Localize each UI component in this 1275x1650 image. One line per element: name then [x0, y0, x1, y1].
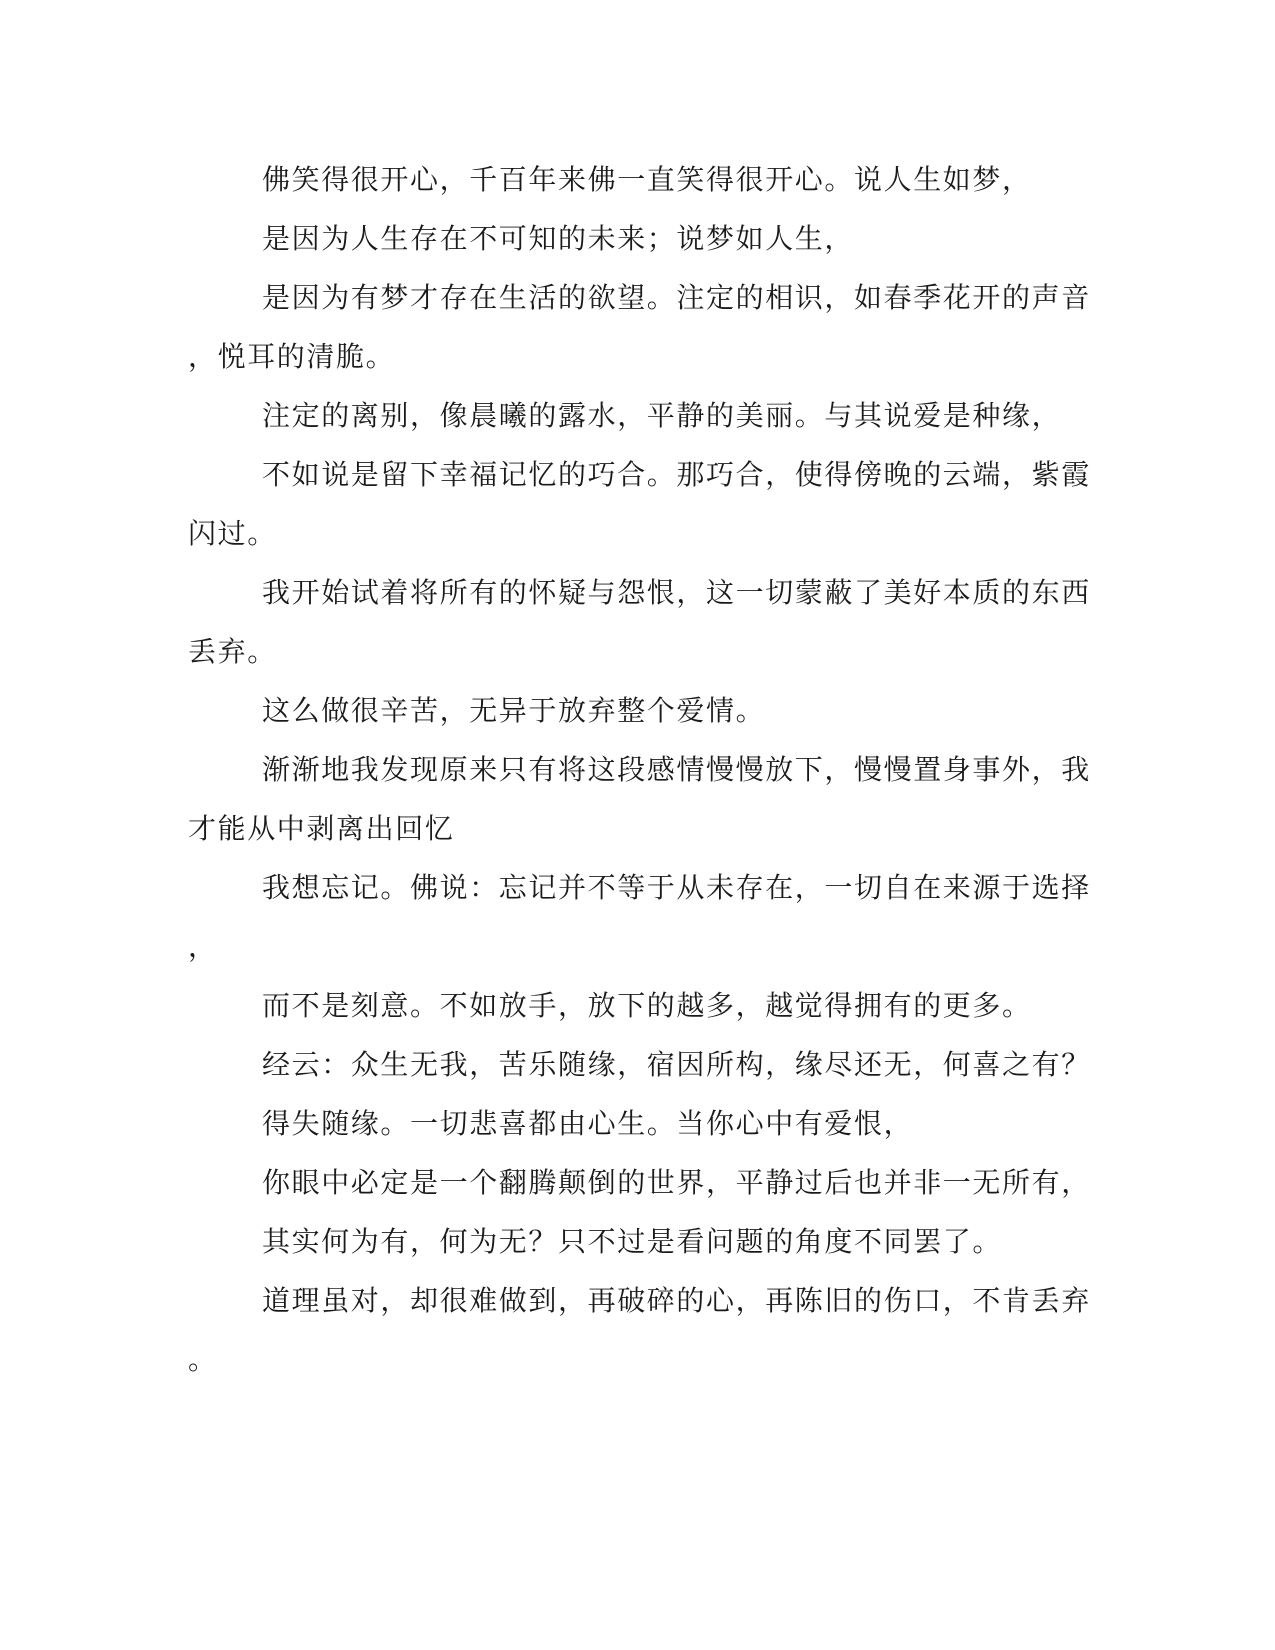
text-line: 渐渐地我发现原来只有将这段感情慢慢放下，慢慢置身事外，我 [262, 753, 1091, 786]
text-line: 其实何为有，何为无？只不过是看问题的角度不同罢了。 [262, 1225, 1003, 1258]
text-line: ， [188, 930, 218, 963]
text-line: 。 [188, 1343, 218, 1376]
text-line: 注定的离别，像晨曦的露水，平静的美丽。与其说爱是种缘， [262, 399, 1062, 432]
text-line: 得失随缘。一切悲喜都由心生。当你心中有爱恨， [262, 1107, 914, 1140]
text-line: 道理虽对，却很难做到，再破碎的心，再陈旧的伤口，不肯丢弃 [262, 1284, 1091, 1317]
text-line: 经云：众生无我，苦乐随缘，宿因所构，缘尽还无，何喜之有？ [262, 1048, 1091, 1081]
text-line: ，悦耳的清脆。 [188, 340, 396, 373]
text-line: 我想忘记。佛说：忘记并不等于从未存在，一切自在来源于选择 [262, 871, 1091, 904]
text-line: 而不是刻意。不如放手，放下的越多，越觉得拥有的更多。 [262, 989, 1032, 1022]
text-line: 才能从中剥离出回忆 [188, 812, 455, 845]
text-line: 是因为人生存在不可知的未来；说梦如人生， [262, 222, 855, 255]
text-line: 是因为有梦才存在生活的欲望。注定的相识，如春季花开的声音 [262, 281, 1091, 314]
text-line: 这么做很辛苦，无异于放弃整个爱情。 [262, 694, 766, 727]
text-line: 我开始试着将所有的怀疑与怨恨，这一切蒙蔽了美好本质的东西 [262, 576, 1091, 609]
text-line: 闪过。 [188, 517, 277, 550]
text-line: 不如说是留下幸福记忆的巧合。那巧合，使得傍晚的云端，紫霞 [262, 458, 1091, 491]
text-line: 丢弃。 [188, 635, 277, 668]
text-line: 你眼中必定是一个翻腾颠倒的世界，平静过后也并非一无所有， [262, 1166, 1091, 1199]
text-line: 佛笑得很开心，千百年来佛一直笑得很开心。说人生如梦， [262, 163, 1032, 196]
